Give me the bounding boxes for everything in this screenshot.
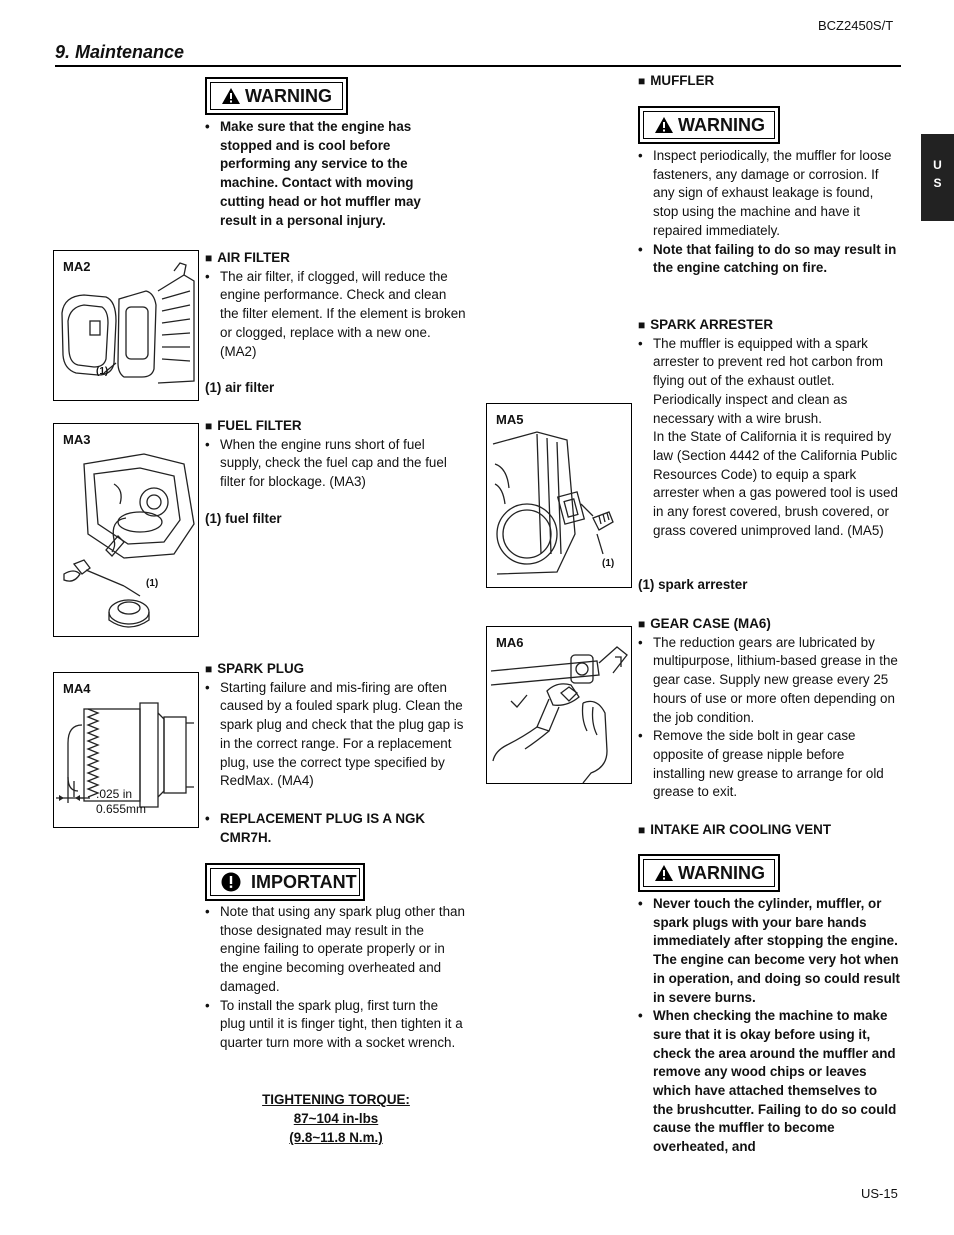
figure-ma6 xyxy=(486,626,632,784)
spark-arrester-section xyxy=(638,316,900,540)
general-warning-text xyxy=(205,118,445,230)
intake-warning-item: • Never touch the cylinder, muffler, or spark plugs with your bare hands immediately after stopping the engine. The engine can become very hot when in operation, and doing so could result in severe burns. xyxy=(638,895,900,1007)
air-filter-heading: ■ AIR FILTER xyxy=(205,249,467,268)
callout-1: (1) xyxy=(602,558,615,569)
spark-plug-text: • Starting failure and mis-firing are often caused by a fouled spark plug. Clean the spark plug and check that the plug gap is in the correct range. For a replacement plug, use the correct type specified by RedMax. (MA4) xyxy=(205,679,467,791)
spark-plug-section xyxy=(205,660,467,791)
callout-1: (1) xyxy=(146,578,159,589)
spark-plug-heading: ■ SPARK PLUG xyxy=(205,660,467,679)
warning-label: WARNING xyxy=(678,862,765,883)
tab-letter-s: S xyxy=(933,176,942,190)
figure-label: MA2 xyxy=(63,259,91,274)
important-box xyxy=(205,863,365,901)
figure-ma4 xyxy=(53,672,199,828)
spark-arrester-caption: (1) spark arrester xyxy=(638,577,748,592)
gear-case-heading: ■ GEAR CASE (MA6) xyxy=(638,615,900,634)
figure-ma3 xyxy=(53,423,199,637)
gear-case-section xyxy=(638,615,900,802)
intake-warning-item: • When checking the machine to make sure that it is okay before using it, check the area around the muffler and remove any wood chips or leaves which have attached themselves to the brushcutter. Failing to do so could cause the muffler to become overheated, and xyxy=(638,1007,900,1157)
spark-arrester-text: • The muffler is equipped with a spark arrester to prevent red hot carbon from flying out of the exhaust outlet. Periodically inspect and clean as necessary with a wire brush. xyxy=(638,335,900,429)
tab-letter-u: U xyxy=(933,158,942,172)
important-item: • Note that using any spark plug other than those designated may result in the engine failing to operate properly or in the engine becoming overheated and damaged. xyxy=(205,903,467,997)
warning-triangle-icon xyxy=(654,864,674,882)
general-warning-item: • Make sure that the engine has stopped and is cool before performing any service to the machine. Contact with moving cutting head or hot muffler may result in a personal injury. xyxy=(205,118,445,230)
muffler-section xyxy=(638,147,900,278)
intake-warning-list xyxy=(638,895,900,1157)
intake-heading-block xyxy=(638,821,900,840)
fuel-filter-illustration xyxy=(54,424,200,638)
muffler-heading: ■ MUFFLER xyxy=(638,72,900,91)
important-label: IMPORTANT xyxy=(251,871,357,892)
gear-case-grease-illustration xyxy=(487,627,633,785)
warning-box-general xyxy=(205,77,348,115)
section-title: 9. Maintenance xyxy=(55,42,185,62)
warning-box-intake xyxy=(638,854,780,892)
page-number: US-15 xyxy=(861,1186,898,1201)
gear-case-item: • The reduction gears are lubricated by multipurpose, lithium-based grease in the gear case. Supply new grease every 25 hours of use or more often depending on the job condition. xyxy=(638,634,900,728)
fuel-filter-caption: (1) fuel filter xyxy=(205,511,282,526)
plug-gap-inches: .025 in xyxy=(96,787,133,801)
air-filter-section xyxy=(205,249,467,361)
warning-label: WARNING xyxy=(245,85,332,106)
fuel-filter-heading: ■ FUEL FILTER xyxy=(205,417,467,436)
muffler-heading-block xyxy=(638,72,900,91)
spark-arrester-heading: ■ SPARK ARRESTER xyxy=(638,316,900,335)
tightening-torque xyxy=(205,1090,467,1147)
figure-ma5 xyxy=(486,403,632,588)
warning-box-muffler xyxy=(638,106,780,144)
important-item: • To install the spark plug, first turn the plug until it is finger tight, then tighten it a quarter turn more with a socket wrench. xyxy=(205,997,467,1053)
fuel-filter-section xyxy=(205,417,467,492)
intake-heading: ■ INTAKE AIR COOLING VENT xyxy=(638,821,900,840)
callout-1: (1) xyxy=(96,366,109,377)
exclamation-circle-icon xyxy=(221,872,241,892)
plug-gap-mm: 0.655mm xyxy=(96,802,147,816)
replacement-plug-text: • REPLACEMENT PLUG IS A NGK CMR7H. xyxy=(205,810,467,847)
figure-ma2 xyxy=(53,250,199,401)
torque-in-lbs: 87~104 in-lbs xyxy=(293,1111,379,1126)
muffler-text: • Inspect periodically, the muffler for loose fasteners, any damage or corrosion. If any sign of exhaust leakage is found, stop using the machine and have it repaired immediately. xyxy=(638,147,900,241)
air-filter-caption: (1) air filter xyxy=(205,380,275,395)
model-number: BCZ2450S/T xyxy=(818,18,894,33)
warning-label: WARNING xyxy=(678,114,765,135)
language-tab xyxy=(921,134,954,221)
muffler-bold-note: • Note that failing to do so may result in the engine catching on fire. xyxy=(638,241,900,278)
gear-case-item: • Remove the side bolt in gear case opposite of grease nipple before installing new grease to arrange for old grease to exit. xyxy=(638,727,900,802)
air-filter-text: • The air filter, if clogged, will reduce the engine performance. Check and clean the filter element. If the element is broken or clogged, replace with a new one. (MA2) xyxy=(205,268,467,362)
torque-nm: (9.8~11.8 N.m.) xyxy=(289,1130,383,1145)
header-rule xyxy=(55,65,901,67)
important-list xyxy=(205,903,467,1053)
figure-label: MA4 xyxy=(63,681,91,696)
warning-triangle-icon xyxy=(654,116,674,134)
warning-triangle-icon xyxy=(221,87,241,105)
figure-label: MA5 xyxy=(496,412,524,427)
figure-label: MA6 xyxy=(496,635,524,650)
fuel-filter-text: • When the engine runs short of fuel supply, check the fuel cap and the fuel filter for blockage. (MA3) xyxy=(205,436,467,492)
replacement-plug-note xyxy=(205,810,467,847)
figure-label: MA3 xyxy=(63,432,91,447)
california-law-text: In the State of California it is required by law (Section 4442 of the California Public Resources Code) to equip a spark arrester when a gas powered tool is used in any forest covered, brush covered, or grass covered unimproved land. (MA5) xyxy=(653,429,898,538)
torque-title: TIGHTENING TORQUE: xyxy=(262,1092,410,1107)
